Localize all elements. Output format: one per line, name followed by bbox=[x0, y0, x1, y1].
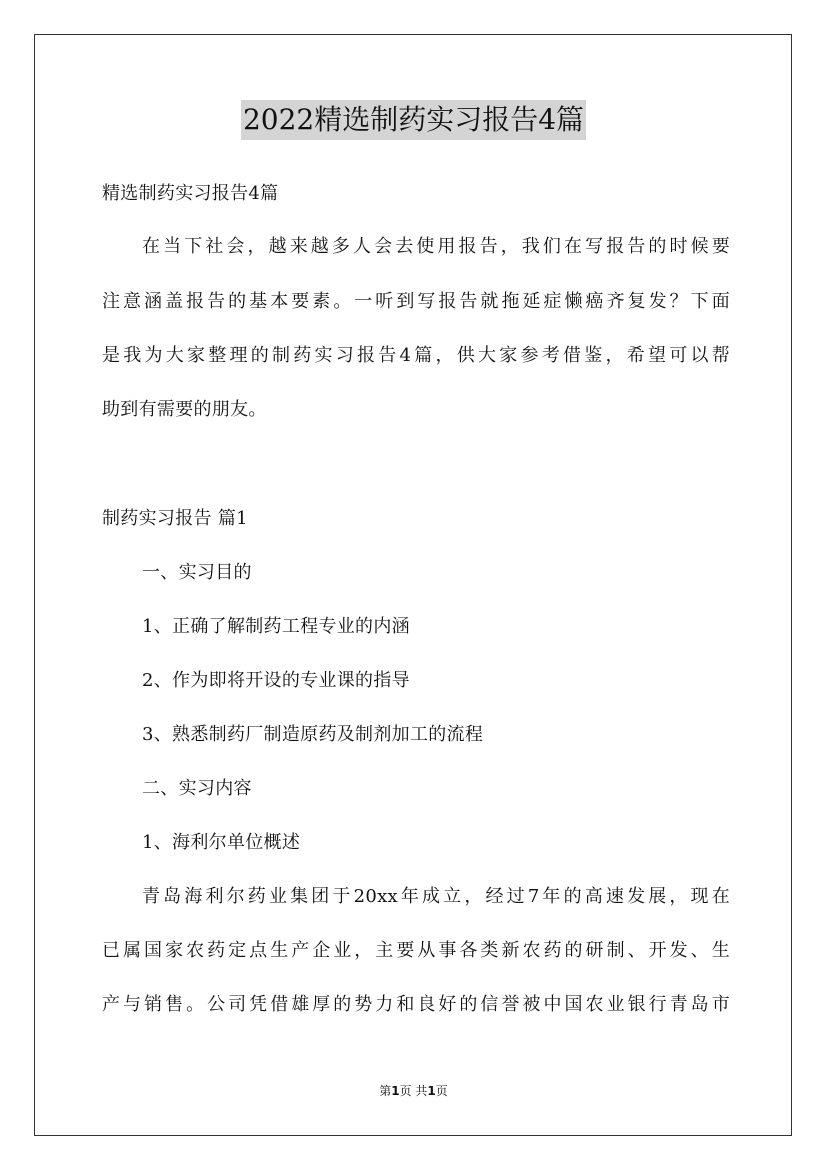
list-item: 一、实习目的 bbox=[142, 562, 252, 583]
list-item: 1、正确了解制药工程专业的内涵 bbox=[142, 616, 410, 637]
intro-line-4: 助到有需要的朋友。 bbox=[102, 399, 267, 420]
body-line-2: 已属国家农药定点生产企业，主要从事各类新农药的研制、开发、生 bbox=[102, 940, 730, 961]
document-title: 2022精选制药实习报告4篇 bbox=[241, 100, 586, 140]
list-item: 1、海利尔单位概述 bbox=[142, 832, 301, 853]
body-line-3: 产与销售。公司凭借雄厚的势力和良好的信誉被中国农业银行青岛市 bbox=[102, 994, 730, 1015]
footer-mid: 页 共 bbox=[399, 1084, 428, 1098]
intro-line-3: 是我为大家整理的制药实习报告4篇，供大家参考借鉴，希望可以帮 bbox=[102, 345, 730, 366]
page-footer bbox=[0, 1083, 827, 1099]
title-container bbox=[0, 100, 827, 140]
body-line-1: 青岛海利尔药业集团于20xx年成立，经过7年的高速发展，现在 bbox=[142, 886, 730, 907]
intro-line-2: 注意涵盖报告的基本要素。一听到写报告就拖延症懒癌齐复发？下面 bbox=[102, 291, 730, 312]
footer-page-number: 1 bbox=[391, 1084, 400, 1098]
document-subtitle: 精选制药实习报告4篇 bbox=[102, 183, 279, 204]
list-item: 2、作为即将开设的专业课的指导 bbox=[142, 670, 410, 691]
list-item: 二、实习内容 bbox=[142, 778, 252, 799]
list-item: 3、熟悉制药厂制造原药及制剂加工的流程 bbox=[142, 724, 484, 745]
footer-prefix: 第 bbox=[379, 1084, 392, 1098]
intro-line-1: 在当下社会，越来越多人会去使用报告，我们在写报告的时候要 bbox=[142, 236, 730, 257]
section-heading: 制药实习报告 篇1 bbox=[102, 508, 248, 529]
footer-total-pages: 1 bbox=[427, 1084, 436, 1098]
footer-suffix: 页 bbox=[435, 1084, 448, 1098]
